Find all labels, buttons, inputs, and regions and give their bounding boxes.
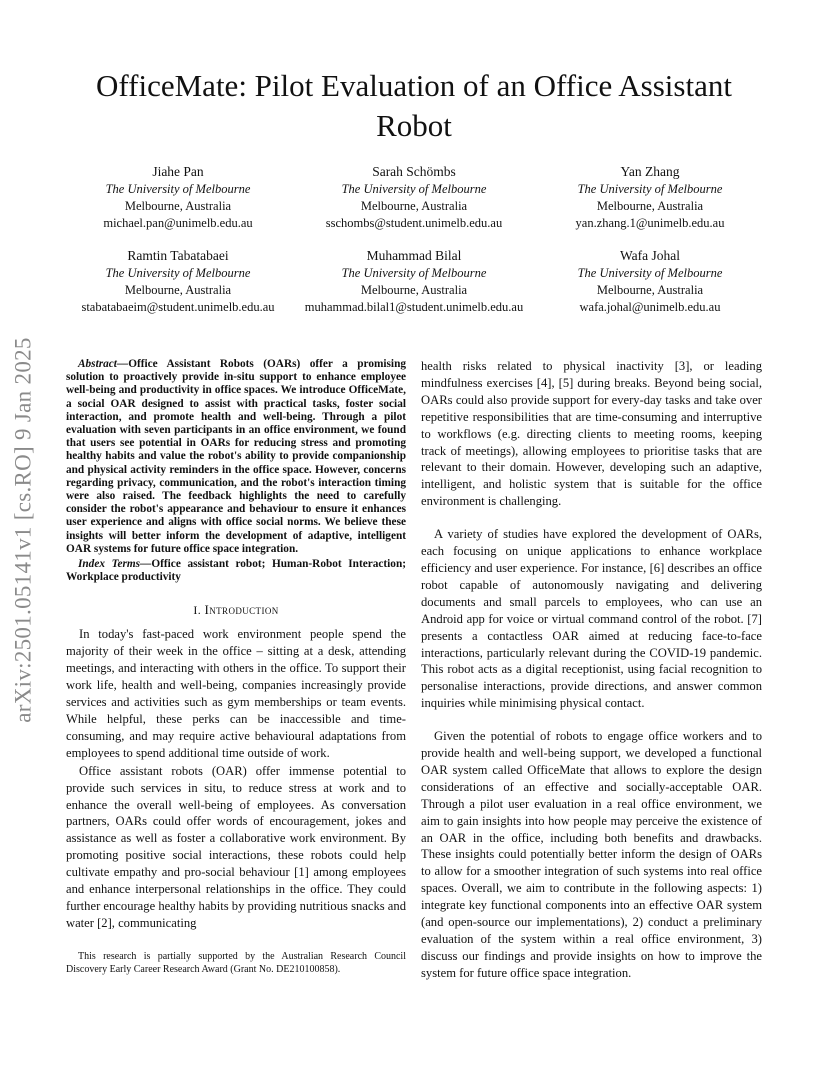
- author-location: Melbourne, Australia: [124, 199, 232, 213]
- author-block: [60, 247, 296, 316]
- author-affiliation: The University of Melbourne: [577, 182, 723, 196]
- author-location: Melbourne, Australia: [124, 283, 232, 297]
- right-column: [421, 358, 762, 982]
- author-email: yan.zhang.1@unimelb.edu.au: [575, 216, 725, 230]
- author-block: [296, 163, 532, 232]
- author-block: [532, 163, 768, 232]
- author-location: Melbourne, Australia: [360, 283, 468, 297]
- author-block: [60, 163, 296, 232]
- author-location: Melbourne, Australia: [596, 283, 704, 297]
- left-column: [66, 358, 406, 932]
- author-row-2: [60, 247, 768, 316]
- funding-footnote: This research is partially supported by the Australian Research Council Discovery Early Career Research Award (Grant No. DE210100858).: [66, 951, 406, 975]
- author-name: Ramtin Tabatabaei: [127, 248, 229, 263]
- author-affiliation: The University of Melbourne: [341, 266, 487, 280]
- author-email: wafa.johal@unimelb.edu.au: [579, 300, 721, 314]
- author-affiliation: The University of Melbourne: [341, 182, 487, 196]
- abstract: [66, 358, 406, 556]
- author-location: Melbourne, Australia: [360, 199, 468, 213]
- author-name: Wafa Johal: [619, 248, 680, 263]
- author-email: sschombs@student.unimelb.edu.au: [325, 216, 503, 230]
- abstract-label: Abstract—: [78, 358, 129, 370]
- index-terms: [66, 558, 406, 584]
- author-affiliation: The University of Melbourne: [105, 182, 251, 196]
- index-terms-label: Index Terms—: [78, 558, 152, 571]
- author-email: michael.pan@unimelb.edu.au: [103, 216, 253, 230]
- author-email: muhammad.bilal1@student.unimelb.edu.au: [304, 300, 524, 314]
- author-affiliation: The University of Melbourne: [577, 266, 723, 280]
- author-affiliation: The University of Melbourne: [105, 266, 251, 280]
- body-paragraph: Office assistant robots (OAR) offer immense potential to provide such services in situ, to reduce stress at work and to enhance the overall well-being of employees. As conversation partners, OARs could offer words of encouragement, jokes and assistance as well as foster a collaborative work environment. By promoting positive social interactions, these robots could help cultivate empathy and pro-social behaviour [1] among employees and enhance interpersonal relationships in the office. They could further encourage healthy habits by providing nutritious snacks and water [2], communicating: [66, 763, 406, 930]
- author-email: stabatabaeim@student.unimelb.edu.au: [81, 300, 275, 314]
- author-location: Melbourne, Australia: [596, 199, 704, 213]
- abstract-text: Office Assistant Robots (OARs) offer a promising solution to proactively provide in-situ support to enhance employee well-being and productivity in office spaces. We introduce OfficeMate, a social OAR designed to assist with practical tasks, foster social interaction, and promote health and well-being. Through a pilot evaluation with seven participants in an office environment, we found that users see potential in OARs for reducing stress and promoting healthy habits and value the robot's ability to provide companionship and physical activity reminders in the office space. However, concerns regarding privacy, communication, and the robot's interaction timing were also raised. The feedback highlights the need to carefully consider the robot's appearance and behaviour to ensure it enhances user experience and aligns with office social norms. We believe these insights will better inform the development of adaptive, intelligent OAR systems for future office space integration.: [66, 358, 406, 555]
- section-number: I.: [193, 603, 202, 618]
- body-paragraph: A variety of studies have explored the development of OARs, each focusing on unique applications to enhance workplace efficiency and user experience. For instance, [6] describes an office robot capable of autonomously navigating and delivering documents and small parcels to employees, who can use an Android app for voice or virtual command control of the robot. [7] presents a contactless OAR aimed at reducing face-to-face interactions, particularly relevant during the COVID-19 pandemic. This robot acts as a digital receptionist, using facial recognition to personalise interactions, provide directions, and answer common inquiries while minimising physical contact.: [421, 527, 762, 711]
- author-name: Muhammad Bilal: [366, 248, 462, 263]
- author-name: Sarah Schömbs: [372, 164, 456, 179]
- section-heading-introduction: [66, 602, 406, 618]
- body-paragraph: health risks related to physical inactivity [3], or leading mindfulness exercises [4], [5] during breaks. Beyond being social, OARs could also provide support for every-day tasks and take over repetitive responsibilities that are time-consuming and interruptive to workflows (e.g. directing clients to meeting rooms, keeping track of meetings), allowing employees to prioritise tasks that are relevant to their domain. However, developing such an adaptive, intelligent, and holistic system that is suitable for the office environment is challenging.: [421, 359, 762, 509]
- author-block: [296, 247, 532, 316]
- section-title: Introduction: [204, 602, 279, 618]
- body-paragraph: Given the potential of robots to engage office workers and to provide health and well-being support, we developed a functional OAR system called OfficeMate that allows to explore the design considerations of an effective and socially-acceptable OAR. Through a pilot user evaluation in a real office environment, we aim to gain insights into how people may perceive the existence of an OAR in the office, including both benefits and drawbacks. These insights could potentially better inform the design of OARs to allow for a smoother integration of such systems into real office spaces. Overall, we aim to contribute in the following aspects: 1) integrate key functional components into an effective OAR system (and open-source our implementations), 2) conduct a preliminary evaluation of the system within a real office environment, 3) discuss our findings and provide insights on how to improve the system for future office space integration.: [421, 729, 762, 980]
- body-paragraph: In today's fast-paced work environment people spend the majority of their week in the office – sitting at a desk, attending meetings, and interacting with others in the office. To support their work life, health and well-being, companies increasingly provide services and activities such as gym memberships or team events. While helpful, these perks can be inaccessible and time-consuming, and may require active behavioural adaptations from employees to spend additional time outside of work.: [66, 627, 406, 760]
- index-terms-text: Office assistant robot; Human-Robot Interaction; Workplace productivity: [66, 558, 406, 584]
- author-name: Jiahe Pan: [152, 164, 204, 179]
- author-name: Yan Zhang: [620, 164, 680, 179]
- arxiv-identifier-watermark: [2, 300, 46, 760]
- arxiv-id-text: arXiv:2501.05141v1 [cs.RO] 9 Jan 2025: [11, 337, 37, 723]
- author-block: [532, 247, 768, 316]
- paper-title: OfficeMate: Pilot Evaluation of an Office Assistant Robot: [96, 68, 732, 143]
- author-row-1: [60, 163, 768, 232]
